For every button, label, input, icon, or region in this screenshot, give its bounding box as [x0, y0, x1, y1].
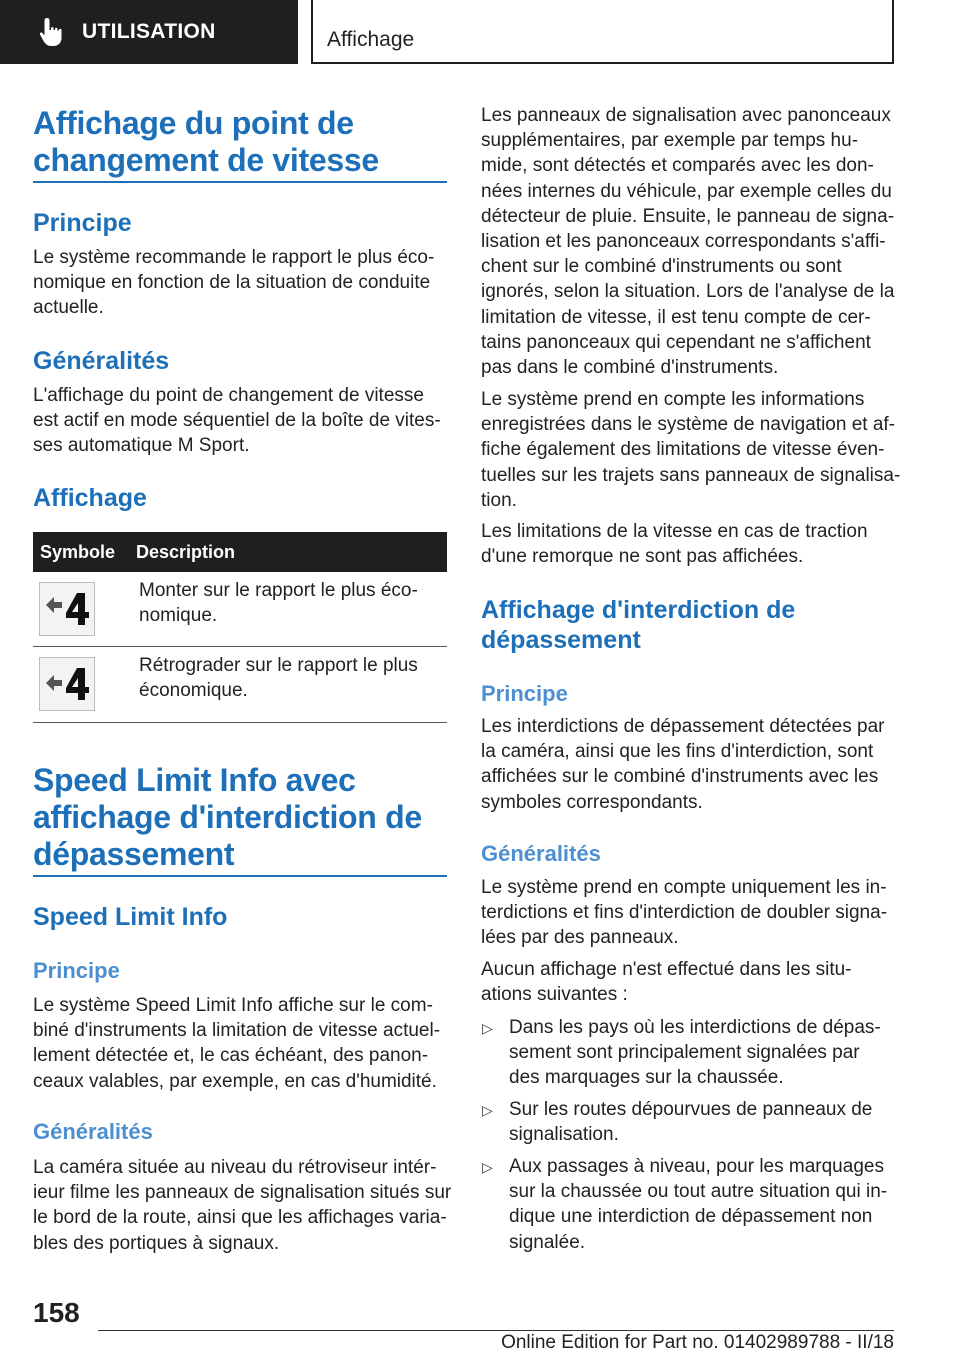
- navigation-paragraph: Le système prend en compte les informations enregistrées dans le système de navigation et af- fiche également des limitations de vitesse éven- tuelles sur les trajets sans panneaux de signalisa- tion.: [481, 389, 901, 511]
- page-header: [0, 0, 960, 66]
- row-description: Rétrograder sur le rapport le plus économique.: [139, 655, 418, 702]
- right-principe-text: Les interdictions de dépassement détectées par la caméra, ainsi que les fins d'interdiction, sont affichées sur le combiné d'instruments avec les symboles correspondants.: [481, 716, 885, 813]
- sli-principe-text: Le système Speed Limit Info affiche sur le com- biné d'instruments la limitation de vitesse actuel- lement détectée et, le cas échéant, des panon- ceaux valables, par exemple, en cas d'humidité.: [33, 995, 441, 1092]
- heading-generalites: Généralités: [33, 347, 170, 375]
- table-row: [33, 647, 447, 723]
- trailer-paragraph: Les limitations de la vitesse en cas de traction d'une remorque ne sont pas affichées.: [481, 521, 868, 568]
- title-rule: [33, 181, 447, 183]
- heading-principe: Principe: [33, 209, 132, 237]
- right-generalites-text: Le système prend en compte uniquement les in- terdictions et fins d'interdiction de doubler signa- lées par des panneaux.: [481, 877, 888, 949]
- table-row: [33, 572, 447, 647]
- section-tab: [0, 0, 298, 64]
- heading-speed-limit-info: Speed Limit Info: [33, 903, 228, 931]
- col-header-symbol: Symbole: [40, 541, 116, 562]
- heading-affichage: Affichage: [33, 484, 147, 512]
- generalites-text: L'affichage du point de changement de vitesse est actif en mode séquentiel de la boîte de vites- ses automatique M Sport.: [33, 385, 441, 457]
- table-header: [33, 532, 447, 572]
- footer-rule: [98, 1330, 894, 1331]
- downshift-gear-icon: [39, 657, 95, 711]
- title-rule: [33, 875, 447, 877]
- heading-right-principe: Principe: [481, 681, 568, 706]
- section-title-speed-limit: Speed Limit Info avec affichage d'interdiction de dépassement: [33, 762, 422, 872]
- bullet-marker: ▷: [482, 1102, 493, 1118]
- col-header-description: Description: [136, 541, 236, 562]
- bullet-marker: ▷: [482, 1020, 493, 1036]
- heading-no-passing-display: Affichage d'interdiction de dépassement: [481, 596, 796, 654]
- list-item: Aux passages à niveau, pour les marquages sur la chaussée ou tout autre situation qui in- dique une interdiction de dépassement non signalée.: [509, 1156, 888, 1253]
- heading-sli-principe: Principe: [33, 958, 120, 983]
- symbol-table: [33, 532, 447, 723]
- row-description: Monter sur le rapport le plus éco- nomique.: [139, 580, 418, 627]
- hand-pointer-icon: [38, 16, 66, 48]
- sli-generalites-text: La caméra située au niveau du rétroviseur intér- ieur filme les panneaux de signalisation situés sur le bord de la route, ainsi que les affichages varia- bles des portiques à signaux.: [33, 1157, 452, 1254]
- list-item: Dans les pays où les interdictions de dépas- sement sont principalement signalées par des marquages sur la chaussée.: [509, 1017, 881, 1089]
- page-number: 158: [33, 1297, 80, 1328]
- section-title-shift-point: Affichage du point de changement de vitesse: [33, 105, 379, 178]
- page-topic-label: Affichage: [327, 28, 415, 51]
- no-display-intro: Aucun affichage n'est effectué dans les situ- ations suivantes :: [481, 959, 852, 1006]
- edition-note: Online Edition for Part no. 01402989788 - II/18: [501, 1332, 894, 1353]
- page-topic-box: [311, 0, 894, 64]
- principe-text: Le système recommande le rapport le plus éco- nomique en fonction de la situation de conduite actuelle.: [33, 247, 435, 319]
- heading-right-generalites: Généralités: [481, 841, 601, 866]
- bullet-marker: ▷: [482, 1159, 493, 1175]
- upshift-gear-icon: [39, 582, 95, 636]
- list-item: Sur les routes dépourvues de panneaux de signalisation.: [509, 1099, 873, 1146]
- heading-sli-generalites: Généralités: [33, 1119, 153, 1144]
- section-label: UTILISATION: [82, 20, 216, 43]
- signs-paragraph: Les panneaux de signalisation avec panonceaux supplémentaires, par exemple par temps hu- mide, sont détectés et comparés avec les don- nées internes du véhicule, par exemple celles du détecteur de pluie. Ensuite, le panneau de signa- lisation et les panonceaux correspondants s'affi- chent sur le combiné d'instruments ou sont ignorés, selon la situation. Lors de l'analyse de la limitation de vitesse, il est tenu compte de cer- tains panonceaux qui cependant ne s'affichent pas dans le combiné d'instruments.: [481, 105, 895, 379]
